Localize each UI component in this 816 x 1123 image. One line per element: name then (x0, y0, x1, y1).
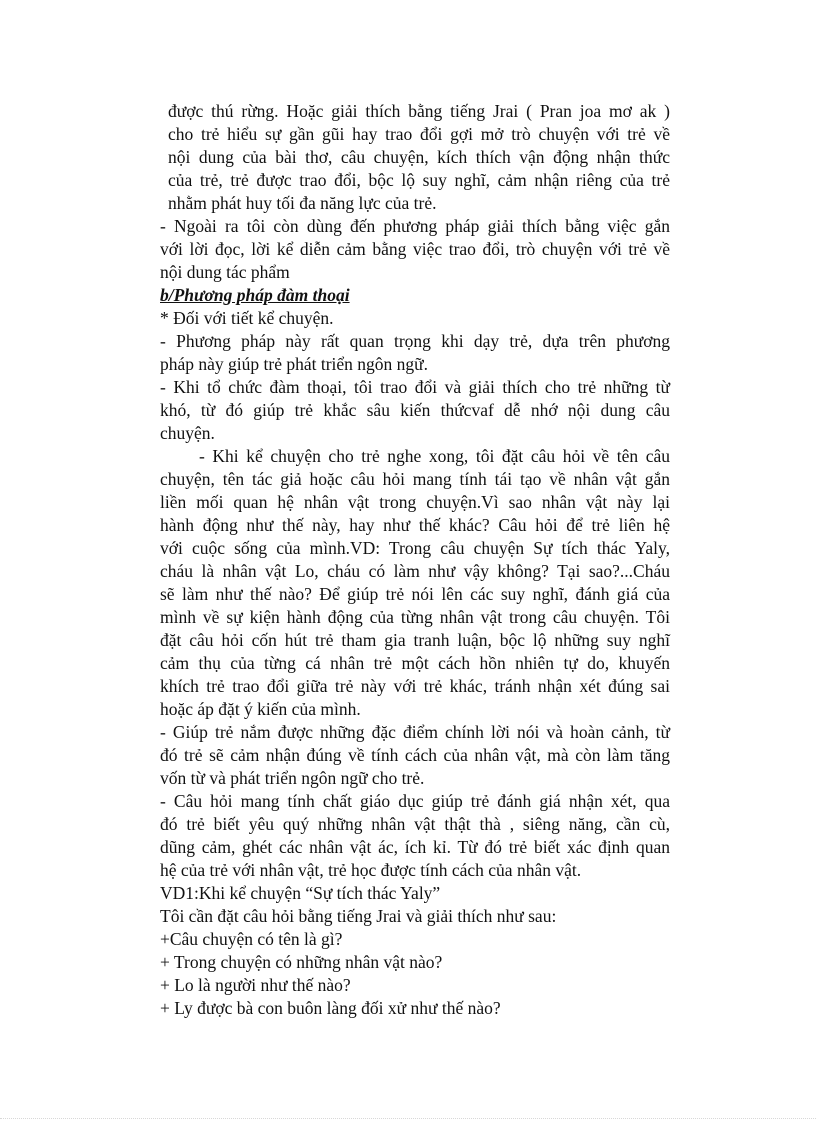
body-text-line: hành động như thế này, hay như thế khác? Câu hỏi để trẻ liên hệ (160, 515, 670, 535)
body-text-line: sẽ làm như thế nào? Để giúp trẻ nói lên các suy nghĩ, đánh giá của (160, 584, 670, 604)
body-text-line: chuyện. (160, 423, 215, 443)
body-text-line: hoặc áp đặt ý kiến của mình. (160, 699, 361, 719)
subheading-line: * Đối với tiết kể chuyện. (160, 308, 334, 328)
body-text-line: pháp này giúp trẻ phát triển ngôn ngữ. (160, 354, 429, 374)
body-text-line: Tôi cần đặt câu hỏi bằng tiếng Jrai và giải thích như sau: (160, 906, 557, 926)
body-text-line: được thú rừng. Hoặc giải thích bằng tiếng Jrai ( Pran joa mơ ak ) (168, 101, 670, 121)
section-heading: b/Phương pháp đàm thoại (160, 285, 350, 305)
page-bottom-rule (0, 1118, 816, 1119)
body-text-line: cháu là nhân vật Lo, cháu có làm như vậy không? Tại sao?...Cháu (160, 561, 670, 581)
body-text-line: đó trẻ biết yêu quý những nhân vật thật thà , siêng năng, cần cù, (160, 814, 670, 834)
body-text-line: đó trẻ sẽ cảm nhận đúng về tính cách của nhân vật, mà còn làm tăng (160, 745, 670, 765)
body-text-line: cảm thụ của từng cá nhân trẻ một cách hồn nhiên tự do, khuyến (160, 653, 670, 673)
body-text-line: - Khi kể chuyện cho trẻ nghe xong, tôi đặt câu hỏi về tên câu (199, 446, 670, 466)
body-text-line: - Giúp trẻ nắm được những đặc điểm chính lời nói và hoàn cảnh, từ (160, 722, 670, 742)
body-text-line: - Phương pháp này rất quan trọng khi dạy trẻ, dựa trên phương (160, 331, 670, 351)
body-text-line: với cuộc sống của mình.VD: Trong câu chuyện Sự tích thác Yaly, (160, 538, 670, 558)
body-text-line: - Ngoài ra tôi còn dùng đến phương pháp giải thích bằng việc gắn (160, 216, 670, 236)
question-item: +Câu chuyện có tên là gì? (160, 929, 343, 949)
body-text-line: liền mối quan hệ nhân vật trong chuyện.Vì sao nhân vật này lại (160, 492, 670, 512)
body-text-line: dũng cảm, ghét các nhân vật ác, ích kỉ. Từ đó trẻ biết xác định quan (160, 837, 670, 857)
example-line: VD1:Khi kể chuyện “Sự tích thác Yaly” (160, 883, 441, 903)
body-text-line: chuyện, tên tác giả hoặc câu hỏi mang tính tái tạo về nhân vật gắn (160, 469, 670, 489)
body-text-line: cho trẻ hiểu sự gần gũi hay trao đổi gợi mở trò chuyện với trẻ về (168, 124, 670, 144)
body-text-line: với lời đọc, lời kể diễn cảm bằng việc trao đổi, trò chuyện với trẻ về (160, 239, 670, 259)
body-text-line: - Khi tổ chức đàm thoại, tôi trao đổi và giải thích cho trẻ những từ (160, 377, 670, 397)
body-text-line: nội dung tác phẩm (160, 262, 290, 282)
question-item: + Ly được bà con buôn làng đối xử như thế nào? (160, 998, 501, 1018)
body-text-line: - Câu hỏi mang tính chất giáo dục giúp trẻ đánh giá nhận xét, qua (160, 791, 670, 811)
body-text-line: đặt câu hỏi cốn hút trẻ tham gia tranh luận, bộc lộ những suy nghĩ (160, 630, 670, 650)
body-text-line: khích trẻ trao đổi giữa trẻ này với trẻ khác, tránh nhận xét đúng sai (160, 676, 670, 696)
body-text-line: vốn từ và phát triển ngôn ngữ cho trẻ. (160, 768, 425, 788)
body-text-line: nhằm phát huy tối đa năng lực của trẻ. (168, 193, 437, 213)
body-text-line: của trẻ, trẻ được trao đổi, bộc lộ suy nghĩ, cảm nhận riêng của trẻ (168, 170, 670, 190)
body-text-line: mình về sự kiện hành động của từng nhân vật trong câu chuyện. Tôi (160, 607, 670, 627)
question-item: + Lo là người như thế nào? (160, 975, 351, 995)
body-text-line: khó, từ đó giúp trẻ khắc sâu kiến thứcvaf dễ nhớ nội dung câu (160, 400, 670, 420)
question-item: + Trong chuyện có những nhân vật nào? (160, 952, 443, 972)
body-text-line: nội dung của bài thơ, câu chuyện, kích thích vận động nhận thức (168, 147, 670, 167)
body-text-line: hệ của trẻ với nhân vật, trẻ học được tính cách của nhân vật. (160, 860, 582, 880)
